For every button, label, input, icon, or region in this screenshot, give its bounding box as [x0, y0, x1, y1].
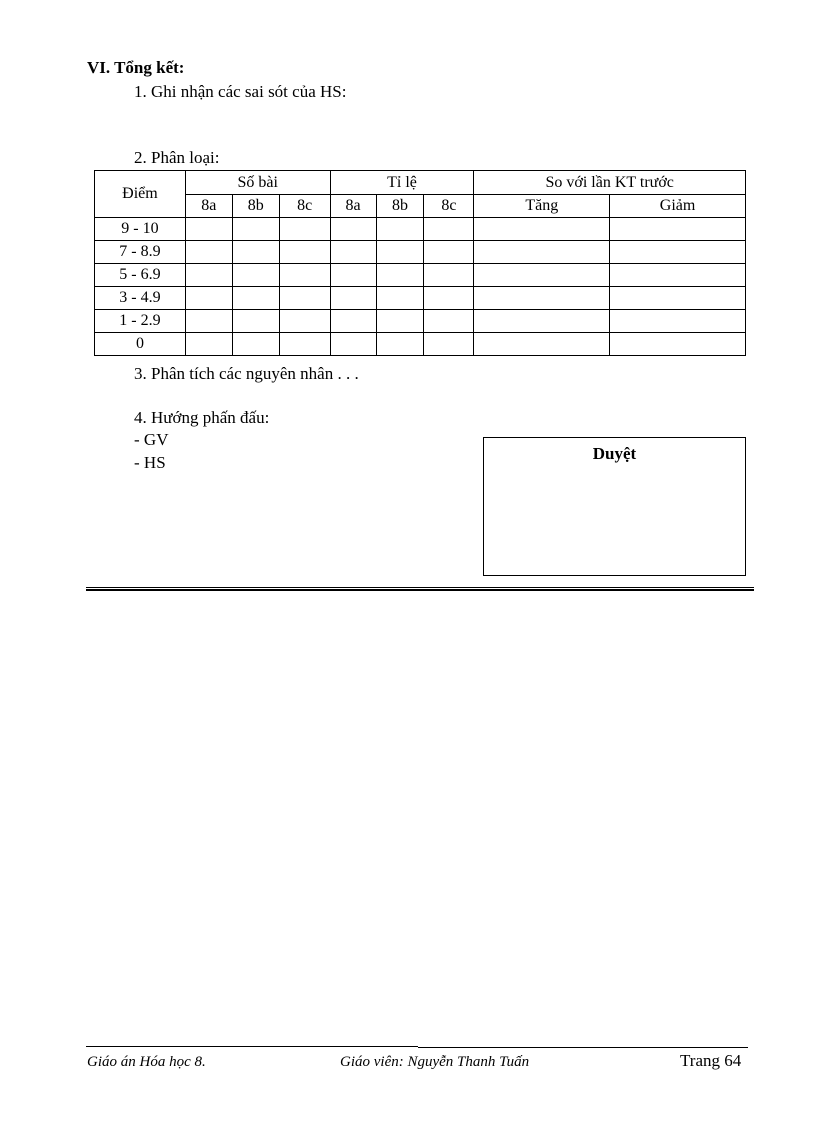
table-cell — [232, 241, 279, 264]
item-ghi-nhan: 1. Ghi nhận các sai sót của HS: — [134, 82, 347, 101]
table-cell — [376, 241, 424, 264]
table-cell — [232, 333, 279, 356]
table-cell — [185, 310, 232, 333]
footer-page-number: Trang 64 — [680, 1051, 742, 1070]
table-cell — [376, 287, 424, 310]
header-tang: Tăng — [474, 195, 610, 218]
table-cell — [610, 310, 746, 333]
table-cell — [474, 218, 610, 241]
table-cell — [330, 333, 376, 356]
header-so-voi: So với lần KT trước — [474, 171, 746, 195]
table-cell — [185, 264, 232, 287]
header-class-8b: 8b — [376, 195, 424, 218]
header-so-bai: Số bài — [185, 171, 330, 195]
footer-rule-right — [418, 1047, 748, 1048]
table-row — [95, 241, 746, 264]
header-class-8c: 8c — [279, 195, 330, 218]
header-class-8a: 8a — [330, 195, 376, 218]
table-cell — [330, 241, 376, 264]
approval-title: Duyệt — [592, 444, 637, 463]
table-cell — [610, 241, 746, 264]
double-divider — [86, 587, 754, 591]
table-cell — [279, 241, 330, 264]
table-cell — [232, 218, 279, 241]
table-cell — [376, 264, 424, 287]
header-ti-le: Tỉ lệ — [330, 171, 474, 195]
table-row — [95, 287, 746, 310]
table-row — [95, 333, 746, 356]
table-cell — [279, 264, 330, 287]
table-cell — [474, 287, 610, 310]
table-cell — [185, 218, 232, 241]
table-cell — [185, 241, 232, 264]
table-cell — [474, 264, 610, 287]
table-cell — [610, 287, 746, 310]
table-cell — [376, 310, 424, 333]
table-cell — [330, 264, 376, 287]
table-cell — [424, 241, 474, 264]
table-cell — [330, 218, 376, 241]
sub-item-gv: - GV — [134, 430, 169, 449]
row-label: 9 - 10 — [95, 218, 186, 241]
table-row — [95, 218, 746, 241]
table-cell — [279, 333, 330, 356]
grade-table — [94, 170, 746, 356]
table-cell — [279, 218, 330, 241]
table-cell — [474, 310, 610, 333]
footer-course-title: Giáo án Hóa học 8. — [87, 1054, 206, 1070]
approval-box — [483, 437, 746, 576]
table-cell — [232, 264, 279, 287]
table-cell — [330, 287, 376, 310]
row-label: 7 - 8.9 — [95, 241, 186, 264]
header-class-8a: 8a — [185, 195, 232, 218]
row-label: 5 - 6.9 — [95, 264, 186, 287]
section-title: VI. Tổng kết: — [87, 58, 185, 77]
table-cell — [376, 218, 424, 241]
row-label: 1 - 2.9 — [95, 310, 186, 333]
table-cell — [610, 333, 746, 356]
item-phan-tich: 3. Phân tích các nguyên nhân . . . — [134, 364, 359, 383]
item-huong-phan-dau: 4. Hướng phấn đấu: — [134, 408, 270, 427]
header-giam: Giảm — [610, 195, 746, 218]
table-cell — [424, 218, 474, 241]
table-row — [95, 310, 746, 333]
table-cell — [474, 333, 610, 356]
table-cell — [424, 310, 474, 333]
header-class-8c: 8c — [424, 195, 474, 218]
table-cell — [376, 333, 424, 356]
row-label: 0 — [95, 333, 186, 356]
table-cell — [424, 287, 474, 310]
sub-item-hs: - HS — [134, 453, 166, 472]
table-cell — [185, 287, 232, 310]
header-diem: Điểm — [95, 171, 186, 218]
row-label: 3 - 4.9 — [95, 287, 186, 310]
footer-rule-left — [86, 1046, 418, 1047]
table-cell — [330, 310, 376, 333]
table-cell — [232, 310, 279, 333]
header-class-8b: 8b — [232, 195, 279, 218]
table-cell — [424, 333, 474, 356]
item-phan-loai: 2. Phân loại: — [134, 148, 220, 167]
table-cell — [610, 264, 746, 287]
table-cell — [185, 333, 232, 356]
table-row — [95, 264, 746, 287]
table-cell — [279, 310, 330, 333]
table-cell — [474, 241, 610, 264]
table-cell — [424, 264, 474, 287]
footer-teacher: Giáo viên: Nguyễn Thanh Tuấn — [340, 1054, 530, 1070]
table-cell — [279, 287, 330, 310]
table-cell — [232, 287, 279, 310]
table-cell — [610, 218, 746, 241]
